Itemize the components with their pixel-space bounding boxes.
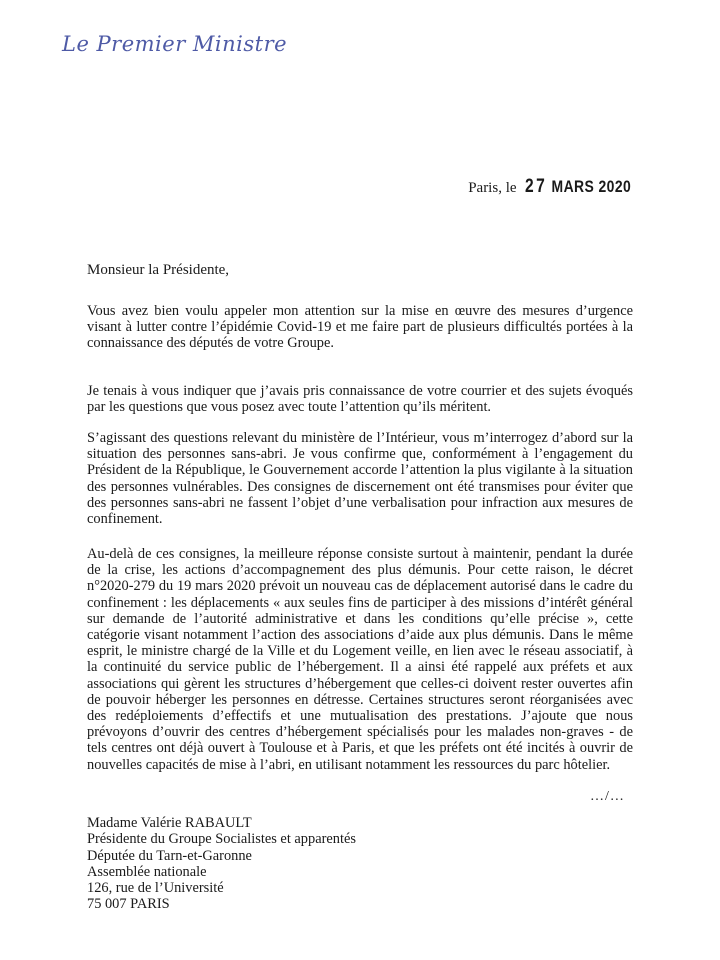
body-paragraph: Vous avez bien voulu appeler mon attention sur la mise en œuvre des mesures d’urgence visant à lutter contre l’épidémie Covid-19 et me faire part de plusieurs difficultés portées à la connaissance des députés de votre Groupe. [87, 303, 633, 352]
address-line: Madame Valérie RABAULT [87, 815, 252, 831]
body-paragraph: Je tenais à vous indiquer que j’avais pris connaissance de votre courrier et des sujets évoqués par les questions que vous posez avec toute l’attention qu’ils méritent. [87, 383, 633, 416]
date-stamp [525, 176, 631, 198]
address-line: Présidente du Groupe Socialistes et apparentés [87, 831, 356, 848]
recipient-address [87, 815, 356, 913]
address-line: Assemblée nationale [87, 863, 207, 880]
body-paragraph: S’agissant des questions relevant du ministère de l’Intérieur, vous m’interrogez d’abord sur la situation des personnes sans-abri. Je vous confirme que, conformément à l’engagement du Président de la République, le Gouvernement accorde l’attention la plus vigilante à la situation des personnes vulnérables. Des consignes de discernement ont été transmises pour éviter que des personnes sans-abri ne fassent l’objet d’une verbalisation pour infraction aux mesures de confinement. [87, 430, 633, 528]
date-day: 27 [524, 176, 547, 197]
body-paragraph: Au-delà de ces consignes, la meilleure réponse consiste surtout à maintenir, pendant la durée de la crise, les actions d’accompagnement des plus démunis. Pour cette raison, le décret n°2020-279 du 19 mars 2020 prévoit un nouveau cas de déplacement autorisé dans le cadre du confinement : les déplacements « aux seules fins de participer à des missions d’intérêt général sur demande de l’autorité administrative et dans les conditions qu’elle précise », cette catégorie visant notamment l’action des associations d’aide aux plus démunis. Dans le même esprit, le ministre chargé de la Ville et du Logement veille, en lien avec le réseau associatif, à la continuité du service public de l’hébergement. Il a ainsi été rappelé aux préfets et aux associations qui gèrent les structures d’hébergement que celles-ci doivent rester ouvertes afin de pouvoir héberger les personnes en détresse. Certaines structures seront réorganisées avec des redéploiements d’effectifs et une mutualisation des prestations. J’ajoute que nous prévoyons d’ouvrir des centres d’hébergement spécialisés pour les malades non-graves - de tels centres ont déjà ouvert à Toulouse et à Paris, et que les préfets ont été incités à ouvrir de nouvelles capacités de mise à l’abri, en utilisant notamment les ressources du parc hôtelier. [87, 546, 633, 773]
date-place: Paris, le [468, 180, 517, 196]
salutation: Monsieur la Présidente, [87, 262, 230, 278]
letterhead: Le Premier Ministre [62, 32, 288, 56]
date-line [468, 176, 654, 198]
address-line: Députée du Tarn-et-Garonne [87, 847, 252, 864]
continuation-mark: …/… [590, 789, 625, 804]
address-line: 126, rue de l’Université [87, 880, 224, 897]
address-line: 75 007 PARIS [87, 896, 170, 913]
date-month-year: MARS 2020 [551, 177, 631, 196]
